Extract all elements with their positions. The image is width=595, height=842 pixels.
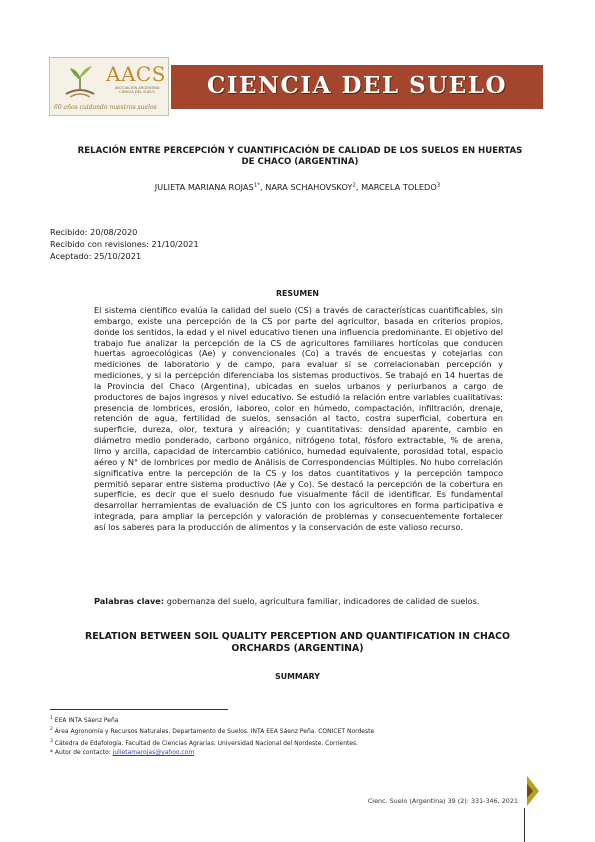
logo-acronym: AACS: [106, 62, 166, 86]
date-received: Recibido: 20/08/2020: [50, 227, 138, 237]
article-title-es: RELACIÓN ENTRE PERCEPCIÓN Y CUANTIFICACIÓN DE CALIDAD DE LOS SUELOS EN HUERTAS DE CHACO (ARGENTINA): [77, 146, 523, 167]
abstract-heading: RESUMEN: [276, 289, 319, 298]
contact-email-link[interactable]: julietamarojas@yahoo.com: [112, 748, 195, 756]
footer-rail: [524, 808, 525, 842]
author-name: JULIETA MARIANA ROJAS: [154, 182, 254, 192]
contact-label: * Autor de contacto:: [50, 748, 113, 756]
contact-footnote: [50, 748, 374, 757]
page-arrow-icon: [527, 776, 541, 806]
author-name: MARCELA TOLEDO: [361, 182, 437, 192]
abstract-text: El sistema científico evalúa la calidad del suelo (CS) a través de características cuantificables, sin embargo, existe una percepción de la CS por parte del agricultor, basada en criterios propios, donde los sentidos, la edad y el nivel educativo tienen una influencia predominante. El objetivo del trabajo fue analizar la percepción de la CS de agricultores familiares hortícolas que conducen huertas agroecológicas (Ae) y convencionales (Co) a través de encuestas y cotejarlas con mediciones de laboratorio y de campo, para evaluar si se correlacionaban percepción y mediciones, y si la percepción diferenciaba los sistemas productivos. Se trabajó en 14 huertas de la Provincia del Chaco (Argentina), ubicadas en suelos urbanos y periurbanos a cargo de productores de bajos ingresos y nivel educativo. Se estudió la relación entre variables cualitativas: presencia de lombrices, erosión, laboreo, color en húmedo, compactación, infiltración, drenaje, retención de agua, fertilidad de suelos, sensación al tacto, costra superficial, cobertura en superficie, dureza, olor, textura y aireación; y cuantitativas: densidad aparente, cambio en diámetro medio ponderado, carbono orgánico, nitrógeno total, fósforo extractable, % de arena, limo y arcilla, capacidad de intercambio catiónico, humedad equivalente, porosidad total, espacio aéreo y N° de lombrices por medio de Análisis de Correspondencias Múltiples. No hubo correlación significativa entre la percepción de la CS y los datos cuantitativos y la percepción tampoco permitió separar entre sistema productivo (Ae y Co). Se destacó la percepción de la cobertura en superficie, es decir que el suelo desnudo fue visualmente fácil de identificar. Es fundamental desarrollar herramientas de evaluación de CS junto con los agricultores en forma participativa e integrada, para ampliar la percepción y valoración de problemas y consecuentemente fortalecer así los saberes para la producción de alimentos y la conservación de este valioso recurso.: [94, 305, 503, 532]
logo-association-name: ASOCIACIÓN ARGENTINA CIENCIA DEL SUELO: [114, 86, 160, 95]
author-separator: ,: [355, 182, 362, 192]
footnote-3: [50, 737, 374, 748]
journal-title: CIENCIA DEL SUELO: [206, 72, 508, 99]
journal-banner: [171, 65, 543, 109]
article-dates: [50, 227, 199, 262]
footnote-mark: 1: [50, 716, 53, 721]
article-title-en: RELATION BETWEEN SOIL QUALITY PERCEPTION AND QUANTIFICATION IN CHACO ORCHARDS (ARGENTINA): [85, 631, 510, 654]
author-name: NARA SCHAHOVSKOY: [265, 182, 353, 192]
author-affiliation-mark: 1*: [253, 182, 260, 189]
author-affiliation-mark: 3: [436, 182, 441, 189]
author-separator: ,: [259, 182, 266, 192]
author-list: [50, 182, 545, 192]
date-revised: Recibido con revisiones: 21/10/2021: [50, 238, 199, 249]
logo-motto: 60 años cuidando nuestros suelos: [54, 104, 157, 111]
footnote-mark: 2: [50, 727, 53, 733]
summary-heading: SUMMARY: [275, 672, 320, 681]
date-accepted: Aceptado: 25/10/2021: [50, 250, 142, 261]
footnote-mark: 3: [50, 738, 53, 744]
keywords: [94, 596, 503, 607]
footnote-text: Cátedra de Edafología. Facultad de Ciencias Agrarias. Universidad Nacional del Nordeste. Corrientes.: [52, 739, 359, 747]
footnote-rule: [50, 709, 228, 710]
journal-logo: [49, 57, 169, 116]
soil-sprout-icon: [60, 64, 100, 100]
footnote-1: [50, 714, 374, 725]
footnote-text: Área Agronomía y Recursos Naturales. Departamento de Suelos. INTA EEA Sáenz Peña. CONICET Nordeste: [52, 728, 375, 736]
footnote-text: EEA INTA Sáenz Peña: [52, 717, 119, 724]
keywords-list: gobernanza del suelo, agricultura familiar, indicadores de calidad de suelos.: [164, 596, 480, 606]
author-affiliation-mark: 2: [352, 182, 356, 189]
footnotes: [50, 714, 374, 757]
keywords-label: Palabras clave:: [94, 596, 165, 606]
journal-citation: Cienc. Suelo (Argentina) 39 (2): 331-346, 2021: [367, 797, 518, 805]
footnote-2: [50, 725, 374, 736]
